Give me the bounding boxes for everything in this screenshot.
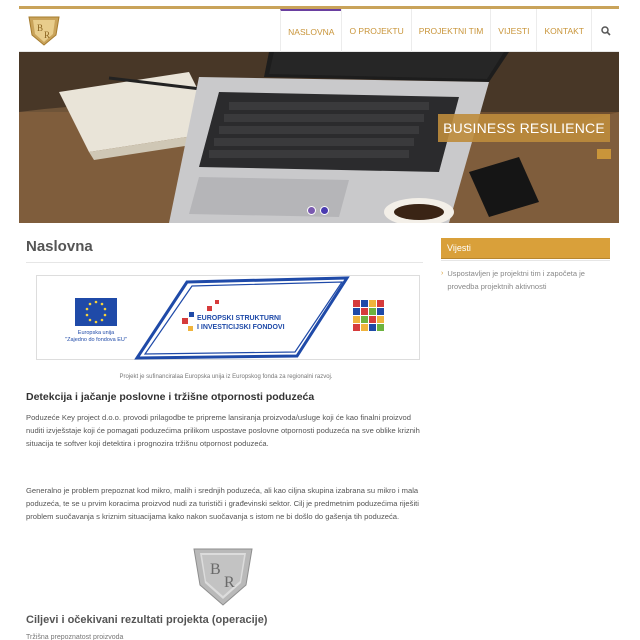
hero-badge[interactable]: BUSINESS RESILIENCE — [438, 114, 610, 142]
svg-text:Europska unija: Europska unija — [77, 330, 115, 336]
nav-item-o-projektu[interactable]: O PROJEKTU — [341, 9, 410, 52]
hero-slider[interactable] — [19, 52, 619, 223]
nav-item-projektni-tim[interactable]: PROJEKTNI TIM — [411, 9, 491, 52]
br-shield-logo-icon — [190, 547, 256, 607]
search-button[interactable] — [591, 9, 619, 52]
page-title: Naslovna — [26, 238, 93, 255]
br-logo-icon[interactable] — [27, 13, 61, 47]
svg-text:B: B — [210, 561, 221, 578]
svg-text:B: B — [37, 23, 44, 33]
paragraph-1: Poduzeće Key project d.o.o. provodi prilagodbe te pripreme lansiranja proizvoda/usluge koji će kao finalni proizvod nuditi izvješstaje koji će pomagati poduzećima prilikom uspostave poslovne otpornosti poduzeća na sve oblike kriznih situacija te softver koji detektira i prognozira tržišnu otpornost poduzeća. — [26, 413, 420, 448]
cut-off-text: Tržišna prepoznatost proizvoda — [26, 634, 124, 640]
sidebar-divider — [441, 260, 610, 261]
eu-funds-banner — [36, 275, 420, 360]
slider-dot[interactable] — [320, 206, 329, 215]
section-heading: Detekcija i jačanje poslovne i tržišne otpornosti poduzeća — [26, 391, 315, 403]
search-icon — [601, 26, 611, 36]
subheading: Ciljevi i očekivani rezultati projekta (operacije) — [26, 614, 268, 626]
slider-dots — [307, 206, 329, 215]
slider-dot[interactable] — [307, 206, 316, 215]
sidebar-title-shadow — [441, 258, 610, 259]
title-divider — [26, 262, 423, 263]
sidebar-news-link[interactable]: Uspostavljen je projektni tim i započeta je provedba projektnih aktivnosti — [447, 269, 585, 291]
svg-text:R: R — [44, 30, 51, 40]
eu-caption: Projekt je sufinanciralaa Europska unija iz Europskog fonda za regionalni razvoj. — [119, 374, 333, 380]
paragraph-2: Generalno je problem prepoznat kod mikro, malih i srednjih poduzeća, ali kao ciljna skupina izabrana su mikro i mala poduzeća, te se u prvim koracima proizvod nudi za turističi i građevinski sektor. Cilj je predmetnim poduzećima riješiti problem suočavanja s kriznim situacijama kako nakon suočavanja s istom ne bi došlo do gašenja tih poduzeća. — [26, 486, 419, 521]
hero-next-arrow-icon[interactable] — [597, 149, 611, 159]
sidebar-news-item[interactable] — [441, 267, 610, 293]
svg-text:R: R — [224, 574, 235, 591]
svg-text:"Zajedno do fondova EU": "Zajedno do fondova EU" — [65, 337, 127, 343]
svg-text:I INVESTICIJSKI FONDOVI: I INVESTICIJSKI FONDOVI — [197, 324, 285, 331]
nav-item-naslovna[interactable]: NASLOVNA — [280, 9, 341, 52]
site-header — [19, 9, 619, 52]
sidebar-title: Vijesti — [441, 238, 610, 258]
main-nav — [280, 9, 619, 52]
chevron-right-icon: › — [441, 270, 444, 277]
nav-item-vijesti[interactable]: VIJESTI — [490, 9, 536, 52]
svg-text:EUROPSKI STRUKTURNI: EUROPSKI STRUKTURNI — [197, 315, 282, 322]
nav-item-kontakt[interactable]: KONTAKT — [536, 9, 591, 52]
